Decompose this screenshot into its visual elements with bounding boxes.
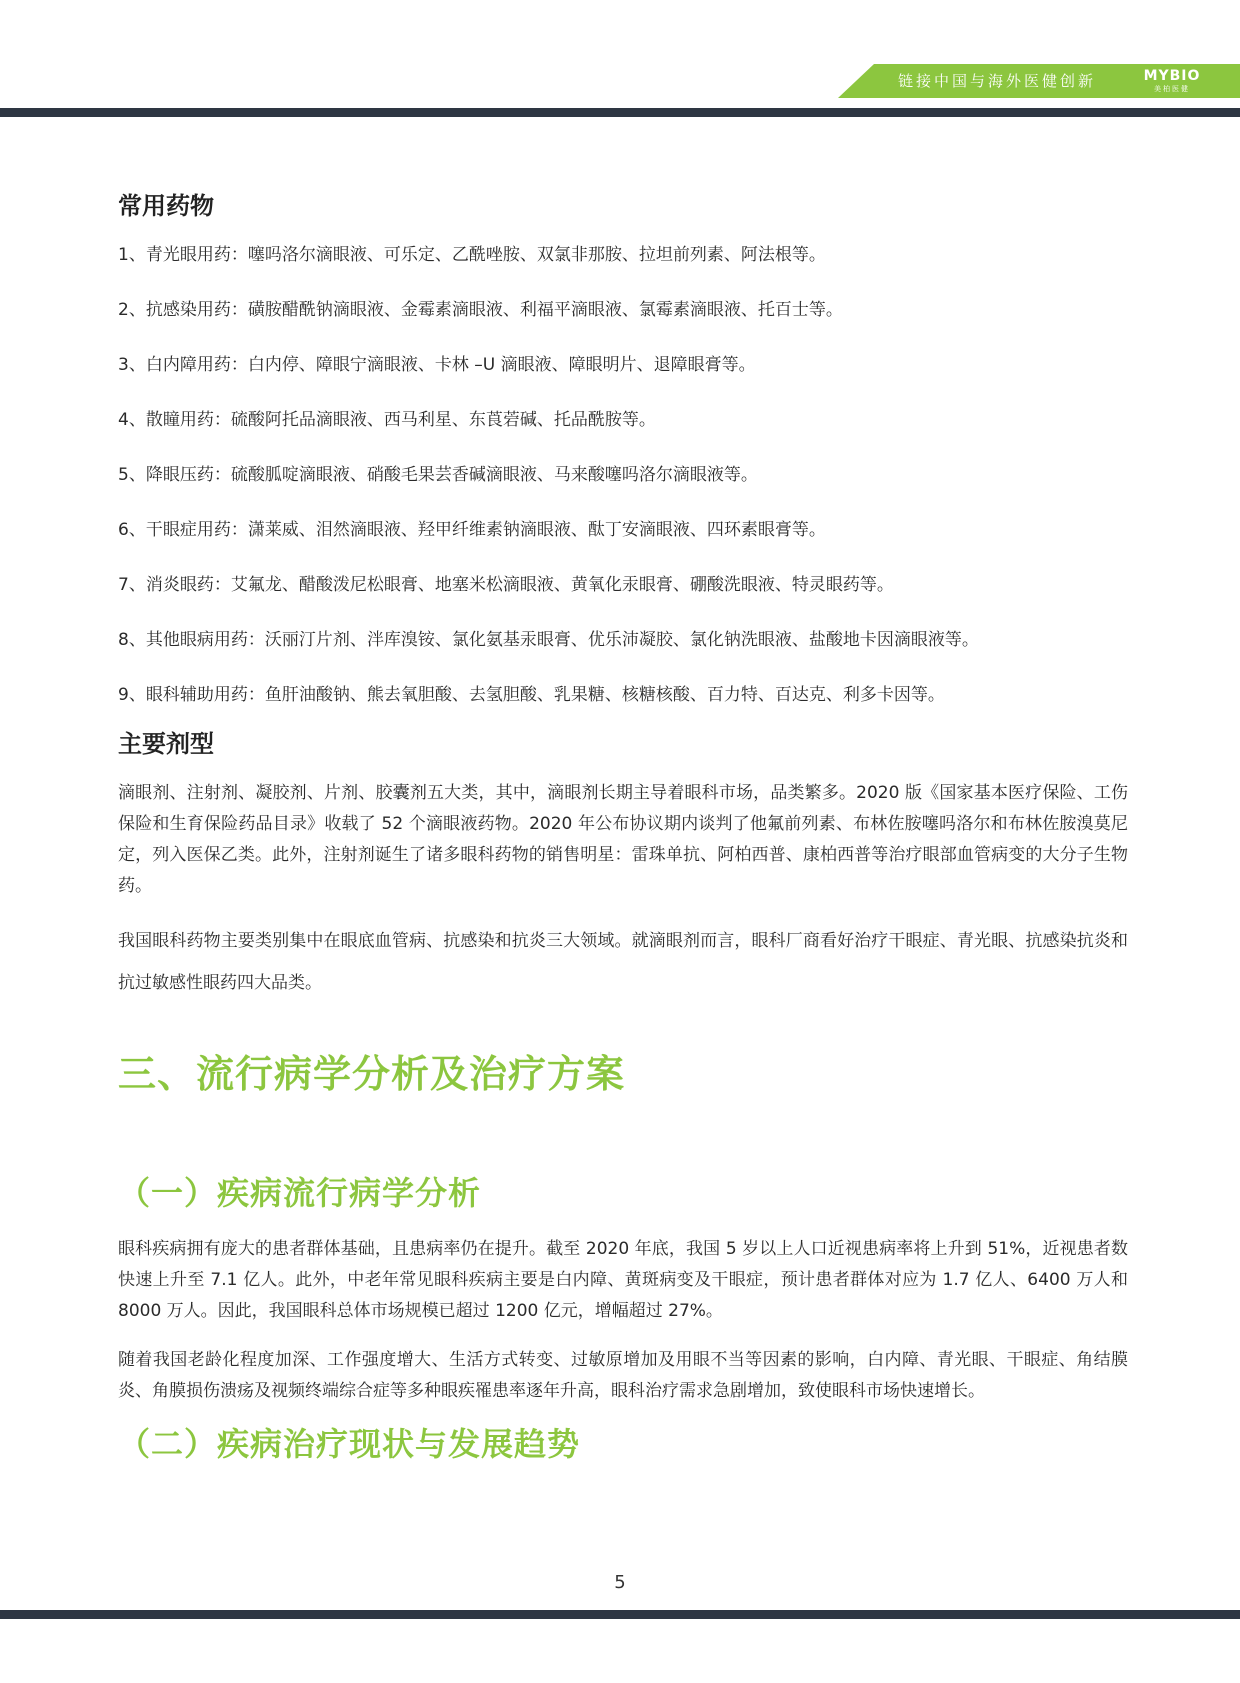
list-item: 8、其他眼病用药：沃丽汀片剂、泮库溴铵、氯化氨基汞眼膏、优乐沛凝胶、氯化钠洗眼液、盐酸地卡因滴眼液等。 bbox=[118, 630, 979, 650]
epidemiology-paragraph-2: 随着我国老龄化程度加深、工作强度增大、生活方式转变、过敏原增加及用眼不当等因素的影响，白内障、青光眼、干眼症、角结膜炎、角膜损伤溃疡及视频终端综合症等多种眼疾罹患率逐年升高，眼科治疗需求急剧增加，致使眼科市场快速增长。 bbox=[118, 1350, 1128, 1401]
list-item: 4、散瞳用药：硫酸阿托品滴眼液、西马利星、东莨菪碱、托品酰胺等。 bbox=[118, 410, 656, 430]
list-item: 1、青光眼用药：噻吗洛尔滴眼液、可乐定、乙酰唑胺、双氯非那胺、拉坦前列素、阿法根等。 bbox=[118, 245, 826, 265]
epidemiology-paragraph-1: 眼科疾病拥有庞大的患者群体基础，且患病率仍在提升。截至 2020 年底，我国 5 岁以上人口近视患病率将上升到 51%，近视患者数快速上升至 7.1 亿人。此外，中老年常见眼科疾病主要是白内障、黄斑病变及干眼症，预计患者群体对应为 1.7 亿人、6400 万人和 8000 万人。因此，我国眼科总体市场规模已超过 1200 亿元，增幅超过 27%。 bbox=[118, 1239, 1128, 1321]
footer-divider bbox=[0, 1610, 1240, 1619]
header-divider bbox=[0, 108, 1240, 117]
list-item: 5、降眼压药：硫酸胍啶滴眼液、硝酸毛果芸香碱滴眼液、马来酸噻吗洛尔滴眼液等。 bbox=[118, 465, 758, 485]
section-title-common-drugs: 常用药物 bbox=[118, 192, 214, 220]
list-item: 9、眼科辅助用药：鱼肝油酸钠、熊去氧胆酸、去氢胆酸、乳果糖、核糖核酸、百力特、百达克、利多卡因等。 bbox=[118, 685, 945, 705]
list-item: 2、抗感染用药：磺胺醋酰钠滴眼液、金霉素滴眼液、利福平滴眼液、氯霉素滴眼液、托百士等。 bbox=[118, 300, 843, 320]
header-tagline: 链接中国与海外医健创新 bbox=[898, 72, 1097, 90]
list-item: 3、白内障用药：白内停、障眼宁滴眼液、卡林 –U 滴眼液、障眼明片、退障眼膏等。 bbox=[118, 355, 756, 375]
drug-list bbox=[118, 244, 1128, 706]
dosage-forms-paragraph-1: 滴眼剂、注射剂、凝胶剂、片剂、胶囊剂五大类，其中，滴眼剂长期主导着眼科市场，品类繁多。2020 版《国家基本医疗保险、工伤保险和生育保险药品目录》收载了 52 个滴眼液药物。2020 年公布协议期内谈判了他氟前列素、布林佐胺噻吗洛尔和布林佐胺溴莫尼定，列入医保乙类。此外，注射剂诞生了诸多眼科药物的销售明星：雷珠单抗、阿柏西普、康柏西普等治疗眼部血管病变的大分子生物药。 bbox=[118, 783, 1128, 896]
section-title-dosage-forms: 主要剂型 bbox=[118, 730, 214, 758]
page-content bbox=[118, 186, 1128, 1469]
page-number: 5 bbox=[614, 1572, 626, 1593]
chapter-title: 三、流行病学分析及治疗方案 bbox=[118, 1052, 626, 1096]
mybio-logo bbox=[1140, 68, 1204, 96]
list-item: 7、消炎眼药：艾氟龙、醋酸泼尼松眼膏、地塞米松滴眼液、黄氧化汞眼膏、硼酸洗眼液、特灵眼药等。 bbox=[118, 575, 894, 595]
list-item: 6、干眼症用药：潇莱威、泪然滴眼液、羟甲纤维素钠滴眼液、酞丁安滴眼液、四环素眼膏等。 bbox=[118, 520, 826, 540]
section-title-epidemiology: （一）疾病流行病学分析 bbox=[118, 1174, 482, 1212]
logo-subtitle: 美柏医健 bbox=[1154, 85, 1190, 93]
logo-wordmark: MYBIO bbox=[1143, 68, 1201, 84]
dosage-forms-paragraph-2: 我国眼科药物主要类别集中在眼底血管病、抗感染和抗炎三大领域。就滴眼剂而言，眼科厂商看好治疗干眼症、青光眼、抗感染抗炎和抗过敏感性眼药四大品类。 bbox=[118, 931, 1128, 993]
section-title-treatment: （二）疾病治疗现状与发展趋势 bbox=[118, 1425, 581, 1463]
